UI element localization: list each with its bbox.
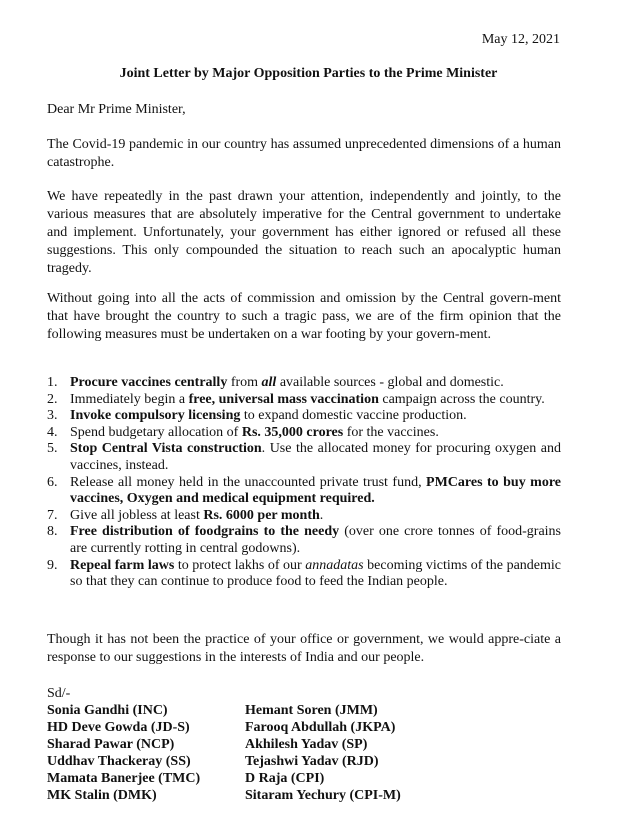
measure-text: (over one crore tonnes of food-grains are currently rotting in central godowns).: [70, 524, 561, 556]
measure-text: annadatas: [305, 557, 364, 573]
measure-text: for the vaccines.: [343, 424, 439, 440]
measure-text: available sources - global and domestic.: [276, 375, 504, 390]
signatory-name: Akhilesh Yadav (SP): [245, 737, 368, 752]
paragraph-measures-intro: Without going into all the acts of commission and omission by the Central govern-ment that have brought the country to such a tragic pass, we are of the firm opinion that the following measures must be undertaken on a war footing by your govern-ment.: [47, 291, 561, 342]
measure-text: campaign across the country.: [378, 391, 545, 407]
measure-number: 6.: [47, 474, 58, 490]
measure-text: Stop Central Vista construction: [70, 441, 262, 457]
measure-number: 1.: [47, 375, 58, 390]
measure-item: [47, 524, 561, 557]
signature-block: [47, 685, 401, 804]
measure-text: to expand domestic vaccine production.: [240, 408, 467, 424]
measure-text: Spend budgetary allocation of: [70, 424, 242, 440]
measure-text: Invoke compulsory licensing: [70, 408, 241, 424]
letter-title: Joint Letter by Major Opposition Parties to the Prime Minister: [119, 66, 498, 81]
measure-text: PMCares to buy more vaccines, Oxygen and medical equipment required.: [70, 474, 561, 507]
measure-text: Give all jobless at least: [70, 507, 204, 523]
measure-text: Repeal farm laws: [70, 557, 175, 573]
signatory-name: HD Deve Gowda (JD-S): [47, 720, 190, 735]
measure-text: to protect lakhs of our: [174, 557, 306, 573]
paragraph-past-attention: We have repeatedly in the past drawn your attention, independently and jointly, to the various measures that are absolutely imperative for the Central government to undertake and implement. Unfortunately, your government has either ignored or refused all these suggestions. This only compounded the situation to reach such an apocalyptic human tragedy.: [47, 189, 561, 276]
letter-date: May 12, 2021: [481, 32, 560, 47]
sd-mark: Sd/-: [47, 686, 71, 701]
measure-number: 9.: [47, 557, 58, 573]
signatory-name: Sitaram Yechury (CPI-M): [245, 788, 401, 803]
measure-text: Immediately begin a: [70, 391, 189, 407]
signatory-name: Farooq Abdullah (JKPA): [245, 720, 396, 735]
signatories-left-column: [47, 702, 245, 804]
measure-item: [47, 425, 561, 442]
measure-number: 2.: [47, 391, 58, 407]
measure-text: Rs. 6000 per month: [203, 507, 320, 523]
signatory-name: Tejashwi Yadav (RJD): [245, 754, 379, 769]
measure-item: [47, 475, 561, 508]
measure-text: Procure vaccines centrally: [70, 375, 228, 390]
paragraph-intro: The Covid-19 pandemic in our country has assumed unprecedented dimensions of a human catastrophe.: [47, 137, 561, 170]
signatory-name: Hemant Soren (JMM): [245, 703, 378, 718]
measure-item: [47, 392, 561, 409]
signatory-name: MK Stalin (DMK): [47, 788, 157, 803]
measure-item: [47, 375, 561, 392]
measure-text: Rs. 35,000 crores: [241, 424, 344, 440]
measure-text: becoming victims of the pandemic so that they can continue to produce food to feed the Indian people.: [70, 557, 561, 590]
measure-text: all: [261, 375, 277, 390]
signatory-name: Sonia Gandhi (INC): [47, 703, 168, 718]
signatories-right-column: [245, 702, 401, 804]
measure-text: . Use the allocated money for procuring oxygen and vaccines, instead.: [70, 441, 561, 473]
signatories: [47, 702, 401, 804]
salutation: Dear Mr Prime Minister,: [47, 102, 186, 117]
measures-list: [47, 375, 561, 591]
signatory-name: Mamata Banerjee (TMC): [47, 771, 201, 786]
measure-item: [47, 408, 561, 425]
measure-item: [47, 441, 561, 474]
signatory-name: Uddhav Thackeray (SS): [47, 754, 191, 769]
signatory-name: D Raja (CPI): [245, 771, 325, 786]
measure-text: free, universal mass vaccination: [188, 391, 379, 407]
measure-item: [47, 508, 561, 525]
measure-number: 3.: [47, 408, 58, 424]
signatory-name: Sharad Pawar (NCP): [47, 737, 175, 752]
measure-text: Free distribution of foodgrains to the needy: [70, 524, 340, 540]
measure-text: .: [319, 507, 324, 523]
measure-text: Release all money held in the unaccounted private trust fund,: [70, 474, 427, 490]
measure-item: [47, 558, 561, 591]
measure-number: 8.: [47, 524, 58, 540]
measure-text: from: [227, 375, 262, 390]
measure-number: 4.: [47, 424, 58, 440]
measure-number: 7.: [47, 507, 58, 523]
paragraph-closing: Though it has not been the practice of your office or government, we would appre-ciate a response to our suggestions in the interests of India and our people.: [47, 632, 561, 665]
measure-number: 5.: [47, 441, 58, 457]
